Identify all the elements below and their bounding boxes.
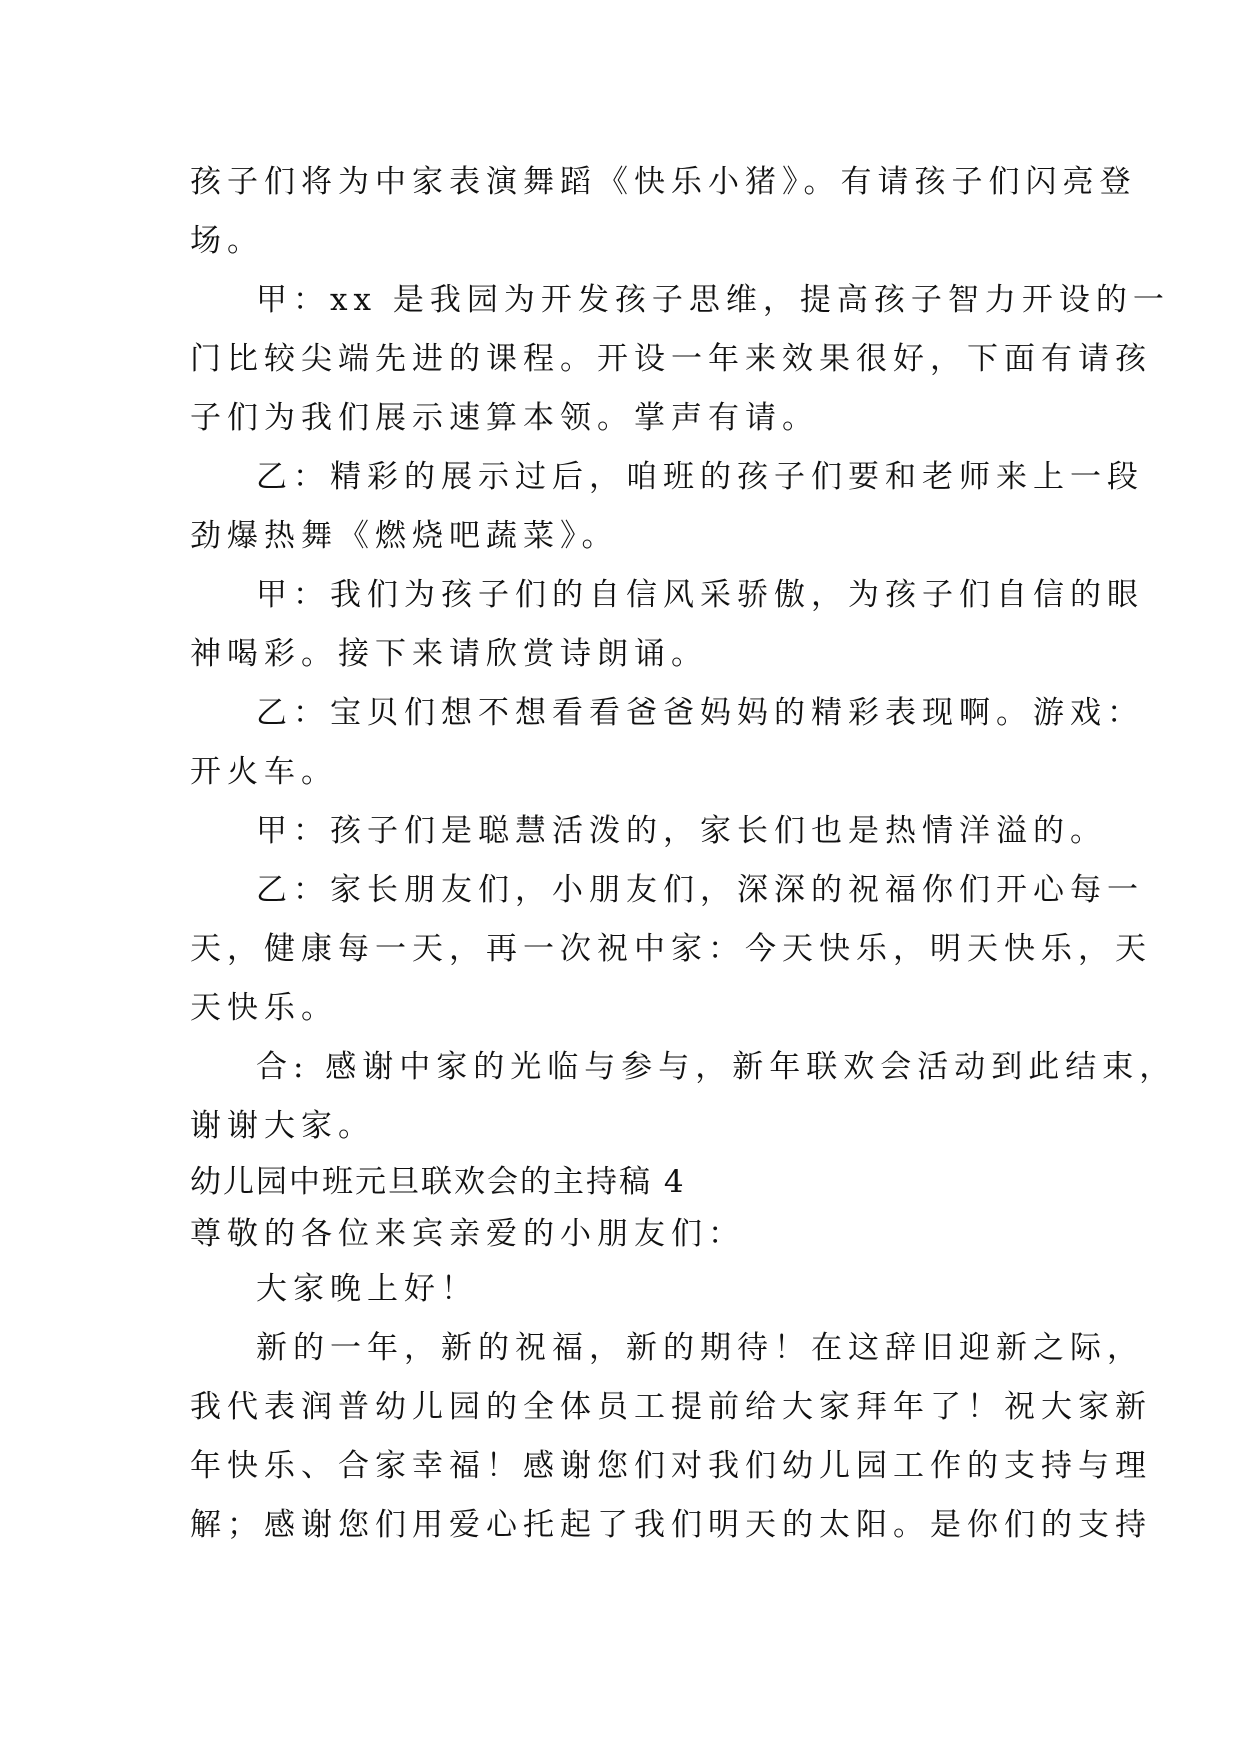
document-body [190, 153, 1177, 1555]
text-line: 解；感谢您们用爱心托起了我们明天的太阳。是你们的支持 [190, 1507, 1152, 1543]
section-title: 幼儿园中班元旦联欢会的主持稿 4 [190, 1164, 686, 1200]
text-line: 天快乐。 [190, 990, 338, 1026]
text-line: 场。 [190, 223, 264, 259]
paragraph-line: 新的一年，新的祝福，新的期待！在这辞旧迎新之际， [256, 1330, 1144, 1366]
dialogue-line: 甲：孩子们是聪慧活泼的，家长们也是热情洋溢的。 [256, 813, 1107, 849]
dialogue-line: 乙：精彩的展示过后，咱班的孩子们要和老师来上一段 [256, 459, 1144, 495]
dialogue-line: 甲：我们为孩子们的自信风采骄傲，为孩子们自信的眼 [256, 577, 1144, 613]
text-line: 年快乐、合家幸福！感谢您们对我们幼儿园工作的支持与理 [190, 1448, 1152, 1484]
greeting-line: 大家晚上好！ [256, 1271, 478, 1307]
text-line: 孩子们将为中家表演舞蹈《快乐小猪》。有请孩子们闪亮登 [190, 164, 1137, 200]
salutation-line: 尊敬的各位来宾亲爱的小朋友们： [190, 1216, 745, 1252]
dialogue-line: 乙：宝贝们想不想看看爸爸妈妈的精彩表现啊。游戏： [256, 695, 1144, 731]
text-line: 子们为我们展示速算本领。掌声有请。 [190, 400, 819, 436]
text-line: 门比较尖端先进的课程。开设一年来效果很好，下面有请孩 [190, 341, 1152, 377]
text-line: 神喝彩。接下来请欣赏诗朗诵。 [190, 636, 708, 672]
text-line: 天，健康每一天，再一次祝中家：今天快乐，明天快乐，天 [190, 931, 1152, 967]
dialogue-line: 合: 感谢中家的光临与参与，新年联欢会活动到此结束， [256, 1049, 1177, 1085]
text-line: 劲爆热舞《燃烧吧蔬菜》。 [190, 518, 619, 554]
text-line: 我代表润普幼儿园的全体员工提前给大家拜年了！祝大家新 [190, 1389, 1152, 1425]
text-line: 谢谢大家。 [190, 1108, 375, 1144]
dialogue-line: 乙：家长朋友们，小朋友们，深深的祝福你们开心每一 [256, 872, 1144, 908]
dialogue-line: 甲：xx 是我园为开发孩子思维，提高孩子智力开设的一 [256, 282, 1170, 318]
text-line: 开火车。 [190, 754, 338, 790]
